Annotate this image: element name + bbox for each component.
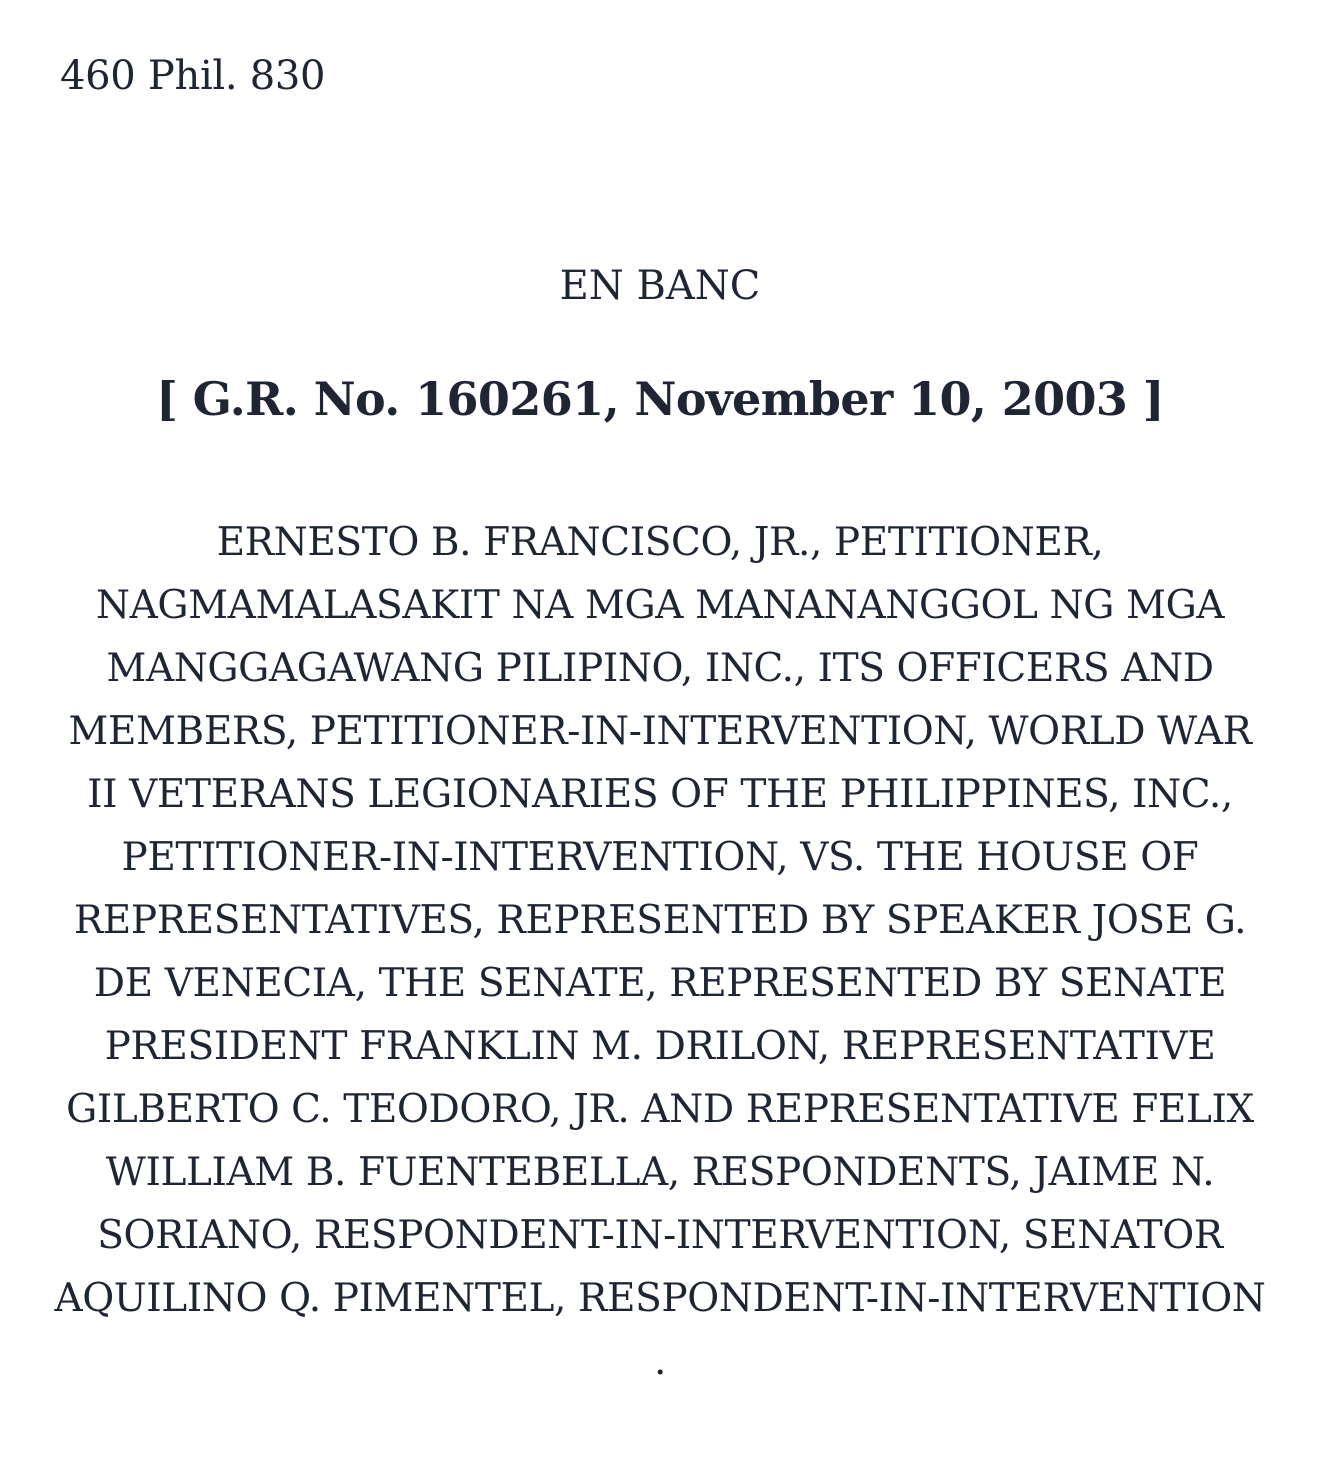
case-parties: ERNESTO B. FRANCISCO, JR., PETITIONER, NAGMAMALASAKIT NA MGA MANANANGGOL NG MGA MANGGAGAWANG PILIPINO, INC., ITS OFFICERS AND MEMBERS, PETITIONER-IN-INTERVENTION, WORLD WAR II VETERANS LEGIONARIES OF THE PHILIPPINES, INC., PETITIONER-IN-INTERVENTION, VS. THE HOUSE OF REPRESENTATIVES, REPRESENTED BY SPEAKER JOSE G. DE VENECIA, THE SENATE, REPRESENTED BY SENATE PRESIDENT FRANKLIN M. DRILON, REPRESENTATIVE GILBERTO C. TEODORO, JR. AND REPRESENTATIVE FELIX WILLIAM B. FUENTEBELLA, RESPONDENTS, JAIME N. SORIANO, RESPONDENT-IN-INTERVENTION, SENATOR AQUILINO Q. PIMENTEL, RESPONDENT-IN-INTERVENTION . <box>54 520 1266 1384</box>
court-division: EN BANC <box>559 263 761 309</box>
reporter-citation: 460 Phil. 830 <box>60 53 326 99</box>
case-number-heading: [ G.R. No. 160261, November 10, 2003 ] <box>156 372 1164 426</box>
